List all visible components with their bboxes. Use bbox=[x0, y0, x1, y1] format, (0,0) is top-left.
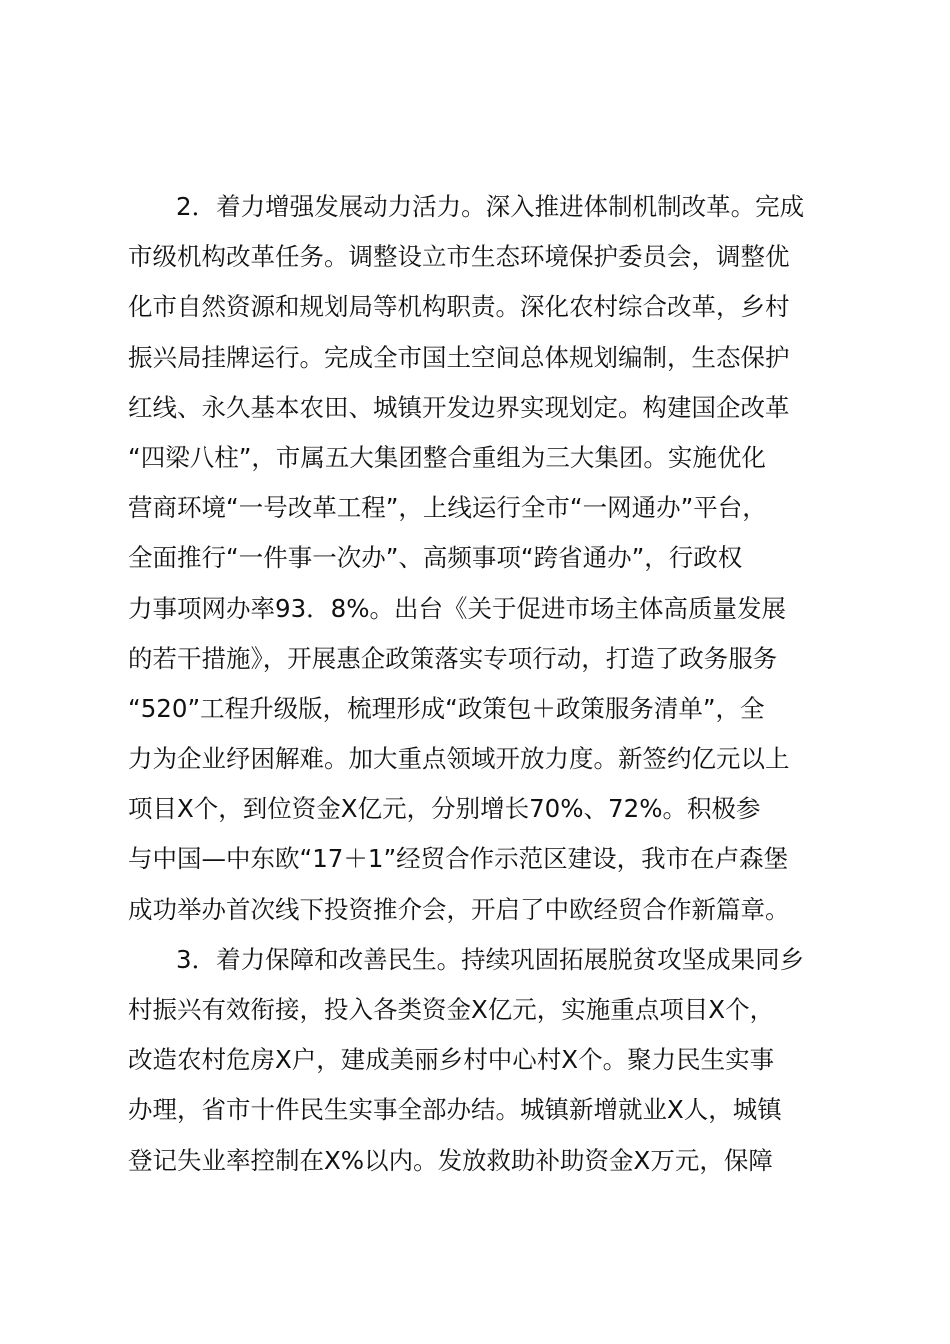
paragraph-2-line-7: 营商环境“一号改革工程”，上线运行全市“一网通办”平台， bbox=[128, 493, 767, 523]
paragraph-2-line-4: 振兴局挂牌运行。完成全市国土空间总体规划编制，生态保护 bbox=[128, 342, 790, 372]
paragraph-2-line-13: 项目X个，到位资金X亿元，分别增长70%、72%。积极参 bbox=[128, 794, 761, 824]
paragraph-2-line-6: “四梁八柱”，市属五大集团整合重组为三大集团。实施优化 bbox=[128, 442, 766, 472]
paragraph-2-line-11: “520”工程升级版，梳理形成“政策包＋政策服务清单”，全 bbox=[128, 693, 765, 723]
paragraph-3-line-2: 村振兴有效衔接，投入各类资金X亿元，实施重点项目X个， bbox=[128, 995, 775, 1024]
paragraph-2-line-12: 力为企业纾困解难。加大重点领域开放力度。新签约亿元以上 bbox=[128, 744, 790, 774]
paragraph-2-line-9: 力事项网办率93．8%。出台《关于促进市场主体高质量发展 bbox=[128, 593, 787, 623]
paragraph-2-line-5: 红线、永久基本农田、城镇开发边界实现划定。构建国企改革 bbox=[128, 392, 790, 422]
paragraph-2-line-1: 2．着力增强发展动力活力。深入推进体制机制改革。完成 bbox=[176, 192, 805, 221]
paragraph-2-line-14: 与中国—中东欧“17＋1”经贸合作示范区建设，我市在卢森堡 bbox=[128, 844, 789, 874]
paragraph-3-line-1: 3．着力保障和改善民生。持续巩固拓展脱贫攻坚成果同乡 bbox=[176, 944, 805, 974]
paragraph-3-line-4: 办理，省市十件民生实事全部办结。城镇新增就业X人，城镇 bbox=[128, 1095, 782, 1125]
paragraph-2-line-3: 化市自然资源和规划局等机构职责。深化农村综合改革，乡村 bbox=[128, 292, 790, 322]
paragraph-2-line-10: 的若干措施》，开展惠企政策落实专项行动，打造了政务服务 bbox=[128, 643, 778, 673]
paragraph-3-line-5: 登记失业率控制在X%以内。发放救助补助资金X万元，保障 bbox=[128, 1145, 773, 1175]
paragraph-3-line-3: 改造农村危房X户，建成美丽乡村中心村X个。聚力民生实事 bbox=[128, 1045, 775, 1075]
paragraph-2-line-15: 成功举办首次线下投资推介会，开启了中欧经贸合作新篇章。 bbox=[128, 894, 790, 924]
paragraph-2-line-2: 市级机构改革任务。调整设立市生态环境保护委员会，调整优 bbox=[128, 242, 790, 272]
document-body bbox=[128, 182, 838, 1186]
paragraph-2-line-8: 全面推行“一件事一次办”、高频事项“跨省通办”，行政权 bbox=[128, 543, 743, 573]
